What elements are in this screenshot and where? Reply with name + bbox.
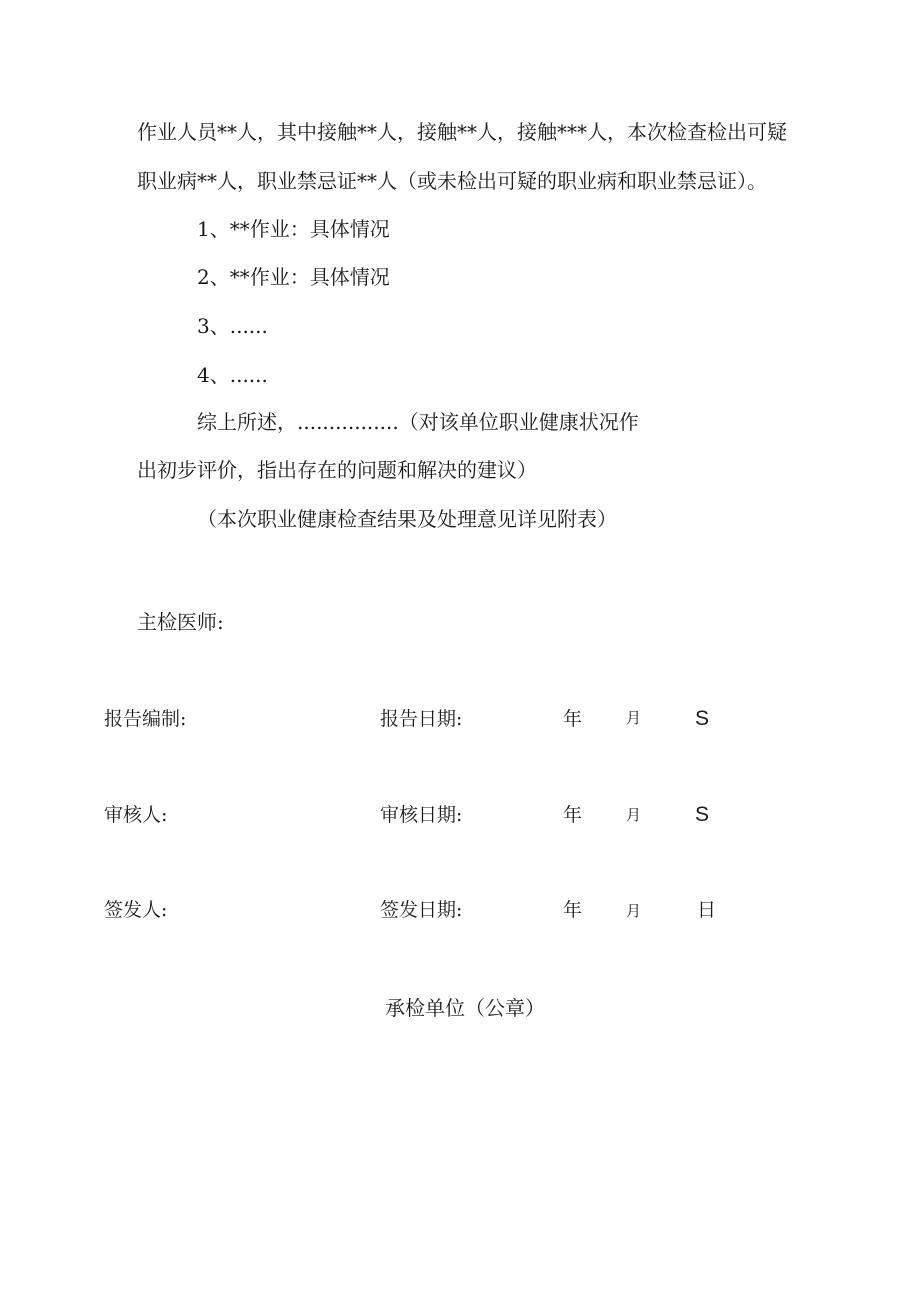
report-preparer-label: 报告编制: xyxy=(104,708,187,730)
review-year-label: 年 xyxy=(563,804,583,826)
review-month-label: 月 xyxy=(626,806,642,824)
appendix-note: （本次职业健康检查结果及处理意见详见附表） xyxy=(197,507,617,531)
paragraph-line-2: 职业病**人，职业禁忌证**人（或未检出可疑的职业病和职业禁忌证）。 xyxy=(137,169,767,193)
list-item-4: 4、...... xyxy=(197,363,268,387)
summary-line-2: 出初步评价，指出存在的问题和解决的建议） xyxy=(137,458,537,482)
summary-line-1: 综上所述，................（对该单位职业健康状况作 xyxy=(197,410,639,434)
report-year-label: 年 xyxy=(563,708,583,730)
list-item-2: 2、**作业：具体情况 xyxy=(197,265,390,289)
list-item-1: 1、**作业：具体情况 xyxy=(197,217,390,241)
stamp-label: 承检单位（公章） xyxy=(385,996,545,1020)
issue-day-label: 日 xyxy=(697,899,717,921)
issuer-label: 签发人: xyxy=(104,899,168,921)
paragraph-line-1: 作业人员**人，其中接触**人，接触**人，接触***人，本次检查检出可疑 xyxy=(137,120,787,144)
review-day-label: S xyxy=(695,803,710,826)
reviewer-label: 审核人: xyxy=(104,804,168,826)
report-month-label: 月 xyxy=(626,709,642,727)
issue-month-label: 月 xyxy=(626,902,642,920)
chief-physician-label: 主检医师: xyxy=(137,610,224,634)
issue-date-label: 签发日期: xyxy=(380,899,463,921)
issue-year-label: 年 xyxy=(563,899,583,921)
report-date-label: 报告日期: xyxy=(380,708,463,730)
list-item-3: 3、...... xyxy=(197,314,268,338)
report-day-label: S xyxy=(695,707,710,730)
review-date-label: 审核日期: xyxy=(380,804,463,826)
